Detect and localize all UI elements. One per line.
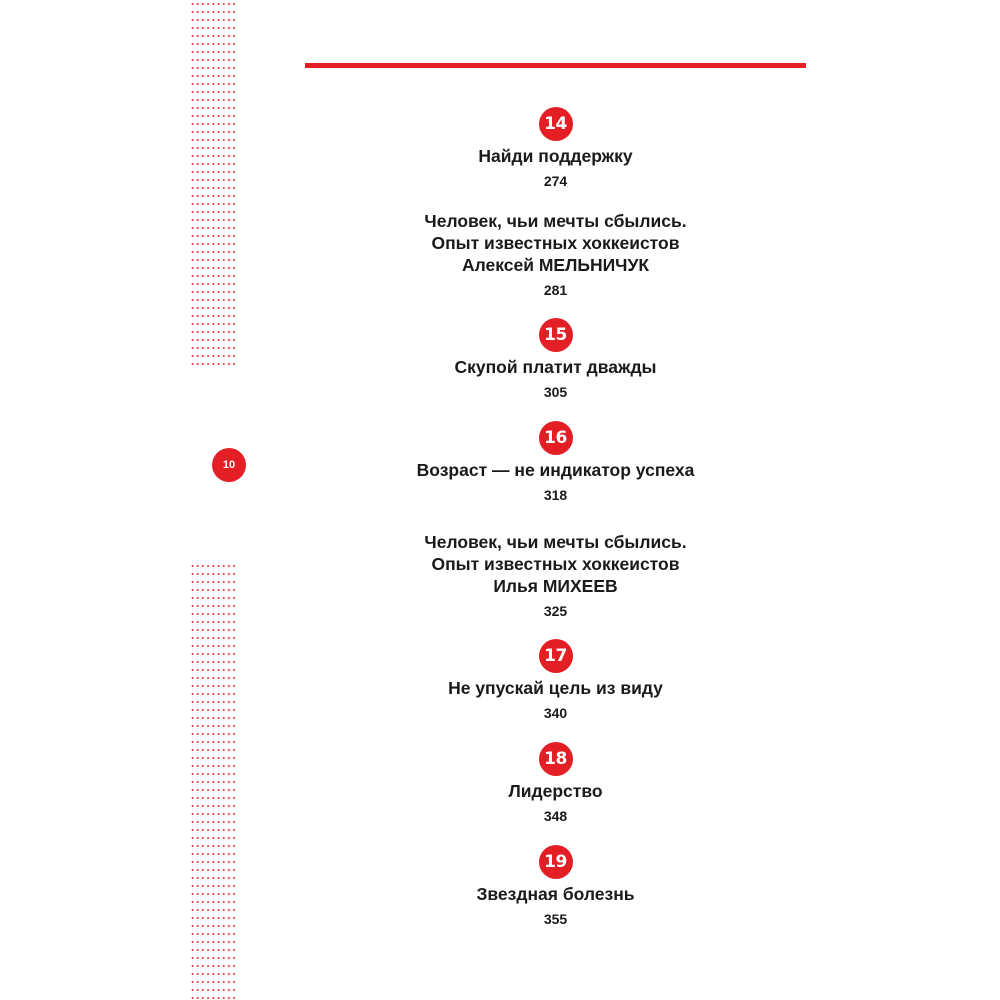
toc-entry-title[interactable]	[305, 459, 806, 481]
toc-entry-title-line: Скупой платит дважды	[454, 357, 657, 377]
toc-entry-title[interactable]	[305, 145, 806, 167]
page-number-badge: 10	[212, 448, 246, 482]
toc-entry-title-line: Звездная болезнь	[476, 884, 635, 904]
chapter-number-badge: 16	[539, 421, 573, 455]
toc-entry-title-line: Опыт известных хоккеистов	[431, 554, 680, 574]
toc-entry-title-line: Алексей МЕЛЬНИЧУК	[461, 255, 650, 275]
toc-entry-title-line: Илья МИХЕЕВ	[493, 576, 618, 596]
toc-page-number: 281	[543, 282, 568, 298]
toc-page-number: 305	[543, 384, 568, 400]
toc-entry-title-line: Не упускай цель из виду	[448, 678, 663, 698]
toc-entry-title[interactable]	[305, 677, 806, 699]
toc-entry-title[interactable]	[305, 356, 806, 378]
toc-entry-title[interactable]	[305, 210, 806, 276]
toc-page-number: 318	[543, 487, 568, 503]
decorative-dot-pattern-top	[190, 0, 238, 368]
toc-entry-title-line: Человек, чьи мечты сбылись.	[424, 211, 687, 231]
toc-page-number: 340	[543, 705, 568, 721]
toc-page-number: 348	[543, 808, 568, 824]
toc-entry-title[interactable]	[305, 531, 806, 597]
toc-page-number: 325	[543, 603, 568, 619]
toc-entry-title-line: Опыт известных хоккеистов	[431, 233, 680, 253]
toc-entry-title[interactable]	[305, 780, 806, 802]
chapter-number-badge: 17	[539, 639, 573, 673]
chapter-number-badge: 18	[539, 742, 573, 776]
toc-entry-title-line: Лидерство	[508, 781, 603, 801]
decorative-dot-pattern-bottom	[190, 562, 238, 1000]
chapter-number-badge: 15	[539, 318, 573, 352]
toc-entry-title-line: Возраст — не индикатор успеха	[416, 460, 695, 480]
chapter-number-badge: 19	[539, 845, 573, 879]
toc-page-number: 274	[543, 173, 568, 189]
table-of-contents	[305, 0, 806, 1000]
toc-entry-title[interactable]	[305, 883, 806, 905]
toc-entry-title-line: Человек, чьи мечты сбылись.	[424, 532, 687, 552]
toc-entry-title-line: Найди поддержку	[478, 146, 633, 166]
toc-page-number: 355	[543, 911, 568, 927]
chapter-number-badge: 14	[539, 107, 573, 141]
